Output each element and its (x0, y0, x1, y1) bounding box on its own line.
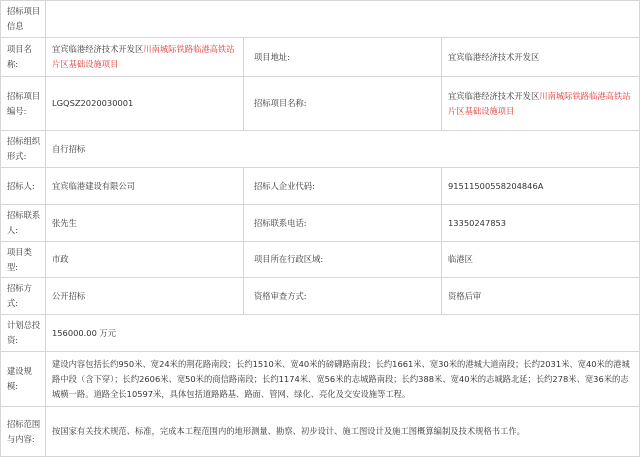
region-value: 临港区 (442, 242, 640, 278)
scope-label: 招标范围与内容: (1, 407, 46, 457)
project-type-value: 市政 (46, 242, 244, 278)
qualification-value: 资格后审 (442, 278, 640, 315)
org-form-label: 招标组织形式: (1, 131, 46, 168)
contact-phone-label: 招标联系电话: (244, 205, 442, 242)
tender-name-label: 招标项目名称: (244, 77, 442, 131)
tenderer-label: 招标人: (1, 168, 46, 205)
tender-name-prefix: 宜宾临港经济技术开发区 (448, 90, 540, 101)
org-form-value: 自行招标 (46, 131, 640, 168)
tender-method-value: 公开招标 (46, 278, 244, 315)
tender-name-highlight: 川南城际铁路临港高铁站片区基础设施项目 (448, 90, 631, 116)
contact-value: 张先生 (46, 205, 244, 242)
tender-method-label: 招标方式: (1, 278, 46, 315)
contact-phone-value: 13350247853 (442, 205, 640, 242)
row-scope (1, 407, 640, 457)
tender-no-value: LGQSZ2020030001 (46, 77, 244, 131)
project-type-label: 项目类型: (1, 242, 46, 278)
tenderer-value: 宜宾临港建设有限公司 (46, 168, 244, 205)
row-tender-method (1, 278, 640, 315)
tender-name-value (442, 77, 640, 131)
investment-value: 156000.00 万元 (46, 315, 640, 352)
project-address-label: 项目地址: (244, 38, 442, 77)
tenderer-code-label: 招标人企业代码: (244, 168, 442, 205)
row-tender-no (1, 77, 640, 131)
project-address-value: 宜宾临港经济技术开发区 (442, 38, 640, 77)
project-name-value (46, 38, 244, 77)
section-header-row (1, 1, 640, 38)
row-tenderer (1, 168, 640, 205)
scale-label: 建设规模: (1, 352, 46, 407)
region-label: 项目所在行政区域: (244, 242, 442, 278)
scope-value: 按国家有关技术规范、标准，完成本工程范围内的地形测量、勘察、初步设计、施工图设计及施工图概算编制及技术规格书工作。 (46, 407, 640, 457)
project-name-label: 项目名称: (1, 38, 46, 77)
project-name-highlight: 川南城际铁路临港高铁站片区基础设施项目 (52, 44, 235, 69)
tenderer-code-value: 91511500558204846A (442, 168, 640, 205)
project-name-prefix: 宜宾临港经济技术开发区 (52, 44, 144, 54)
row-org-form (1, 131, 640, 168)
row-investment (1, 315, 640, 352)
section-empty-cell (46, 1, 640, 38)
tender-no-label: 招标项目编号: (1, 77, 46, 131)
investment-label: 计划总投资: (1, 315, 46, 352)
section-title: 招标项目信息 (1, 1, 46, 38)
contact-label: 招标联系人: (1, 205, 46, 242)
row-project-type (1, 242, 640, 278)
row-contact (1, 205, 640, 242)
qualification-label: 资格审查方式: (244, 278, 442, 315)
scale-value: 建设内容包括长约950米、宽24米的荆花路南段；长约1510米、宽40米的磅礴路南段；长约1661米、宽30米的港城大道南段；长约2031米、宽40米的港城路中段（含下穿）；长约2606米、宽50米的商信路南段；长约1174米、宽56米的志城路南段；长约388米、宽40米的志城路北延；长约278米、宽36米的志城横一路。道路全长10597米，具体包括道路路基、路面、管网、绿化、亮化及交安设施等工程。 (46, 352, 640, 407)
row-project-name (1, 38, 640, 77)
row-scale (1, 352, 640, 407)
